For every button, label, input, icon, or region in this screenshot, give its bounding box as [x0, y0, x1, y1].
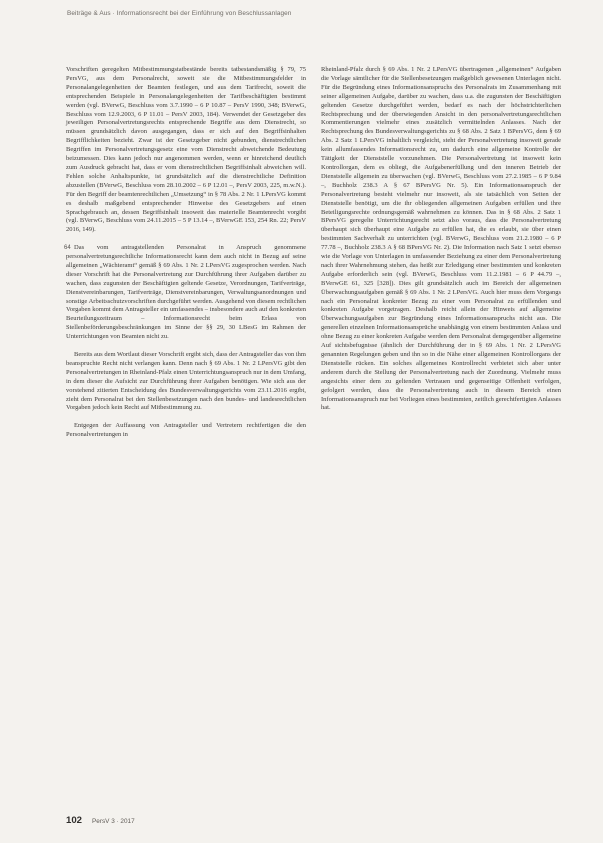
journal-reference: PersV 3 · 2017 — [92, 818, 135, 825]
right-column — [321, 66, 561, 810]
margin-number: 64 — [64, 245, 71, 252]
paragraph-text: Das vom antragstellenden Personalrat in Anspruch genommene personalvertretungsrechtliche Informationsrecht kann dem auch nicht in Bezug auf seine allgemeinen „Wächteramt“ gemäß § 69 Abs. 1 Nr. 2 LPersVG zugesprochen werden. Nach dieser Vorschrift hat die Personalvertretung zur Durchführung ihrer Aufgaben darüber zu wachen, dass zugunsten der Beschäftigten geltende Gesetze, Verordnungen, Tarifverträge, Dienstvereinbarungen, Tarifverträge, Dienstvereinbarungen, Verwaltungsanordnungen und sonstige Arbeitsschutzvorschriften durchgeführt werden. Ausgehend von diesem rechtlichen Vorgaben kommt dem Antragsteller ein umfassendes – insbesondere auch auf den konkreten Beurteilungszeitraum – Informationsrecht beim Erlass von Stellenbeförderungsbeschränkungen im Sinne der §§ 29, 30 LBesG im Rahmen der Unterrichtungen von Beamten nicht zu. — [66, 244, 307, 341]
page-footer — [66, 815, 135, 826]
paragraph: Entgegen der Auffassung von Antragsteller und Vertretern rechtfertigen die den Personalvertretungen in — [66, 422, 306, 439]
paragraph: Vorschriften geregelten Mitbestimmungstatbestände bereits tatbestandsmäßig § 79, 75 PersVG, aus dem Personalrecht, soweit sie die Mitbestimmungsfelder in Personalangelegenheiten der Beamten festlegen, und aus dem Tarifrecht, soweit die entsprechenden Beispiele in Personalangelegenheiten der Tarifbeschäftigten bestimmt werden (vgl. BVerwG, Beschluss vom 3.7.1990 – 6 P 10.87 – PersV 1990, 348; BVerwG, Beschluss vom 12.9.2003, 6 P 11.01 – PersV 2003, 184). Verwendet der Gesetzgeber des jeweiligen Personalvertretungsrechts entsprechende Begriffe aus dem Dienstrecht, so müssen grundsätzlich davon ausgegangen, dass er sich auf den Begriffsinhalten Begrifflichkeiten bezieht. Zwar ist der Gesetzgeber nicht gebunden, dienstrechtlichen Begriffen im Personalvertretungsgesetz eine vom Dienstrecht abweichende Bedeutung beizumessen. Dies kann jedoch nur angenommen werden, wenn er hinreichend deutlich zum Ausdruck gebracht hat, dass er vom dienstrechtlichen Begriffsinhalt abweichen will. Fehlen solche Anhaltspunkte, ist grundsätzlich auf die dienstrechtliche Definition abzustellen (BVerwG, Beschluss vom 28.10.2002 – 6 P 12.01 –, PersV 2003, 225, m.w.N.). Für den Begriff der beamtenrechtlichen „Umsetzung“ in § 78 Abs. 2 Nr. 1 LPersVG kommt es deshalb maßgebend entsprechender Hinweise des Gesetzgebers auf einen Sprachgebrauch an, dessen Begriffsinhalt insoweit das materielle Beamtenrecht vorgibt (vgl. BVerwG, Beschluss vom 24.11.2015 – 5 P 13.14 –, BVerwGE 153, 254 Rn. 22; PersV 2016, 149). — [66, 66, 306, 234]
page-number: 102 — [66, 815, 83, 826]
paragraph: Bereits aus dem Wortlaut dieser Vorschrift ergibt sich, dass der Antragsteller das von ihm beanspruchte Recht nicht verlangen kann. Denn nach § 69 Abs. 1 Nr. 2 LPersVG gibt den Personalvertretungen in Rheinland-Pfalz einen Unterrichtungsanspruch nur in dem Umfang, in dem dieser die Aufsicht zur Durchführung ihrer Aufgaben benötigen. Wie sich aus der vorstehend zitierten Entscheidung des Bundesverwaltungsgerichts vom 23.11.2016 ergibt, zieht dem Personalrat bei den Stellenbesetzungen nach den bundes- und landesrechtlichen Vorgaben jedoch kein Recht auf Mitbestimmung zu. — [66, 350, 306, 412]
paragraph: Rheinland-Pfalz durch § 69 Abs. 1 Nr. 2 LPersVG übertragenen „allgemeinen“ Aufgaben die Vorlage sämtlicher für die Stellenbesetzungen maßgeblich gewesenen Unterlagen nicht. Für die Begründung eines Informationsanspruchs des Personalrats im Zusammenhang mit seiner allgemeinen Aufgabe, darüber zu wachen, dass u.a. die zugunsten der Beschäftigten geltenden Gesetze durchgeführt werden, bedarf es nach der höchstrichterlichen Rechtsprechung und der überwiegenden Ansicht in den personalvertretungsrechtlichen Kommentierungen vielmehr eines zusätzlich vermittelnden Anlasses. Nach der Rechtsprechung des Bundesverwaltungsgerichts zu § 68 Abs. 2 Satz 1 BPersVG, dem § 69 Abs. 2 Satz 1 LPersVG inhaltlich vergleicht, steht der Personalvertretung insoweit gerade kein allumfassendes Informationsrecht zu, um dadurch eine allgemeine Kontrolle der Tätigkeit der Dienststelle vorzunehmen. Die Personalvertretung ist insoweit kein Kontrollorgan, dem es obliegt, die Aufgabenerfüllung und den inneren Betrieb der Dienststelle allgemein zu überwachen (vgl. BVerwG, Beschluss vom 27.2.1985 – 6 P 9.84 –, Buchholz 238.3 A § 67 BPersVG Nr. 5). Ein Informationsanspruch der Personalvertretung besteht vielmehr nur insoweit, als sie tatsächlich von Seiten der Dienststelle benötigt, um die ihr obliegenden allgemeinen Aufgaben erfüllen und ihre Beteiligungsrechte ordnungsgemäß wahrnehmen zu können. Das in § 68 Abs. 2 Satz 1 BPersVG geregelte Unterrichtungsrecht setzt also voraus, dass die Personalvertretung überhaupt sich überhaupt eine Aufgabe zu erfüllen hat, die es erlaubt, sie über einen bestimmten Sachverhalt zu unterrichten (vgl. BVerwG, Beschluss vom 21.2.1980 – 6 P 77.78 –, Buchholz 238.3 A § 68 BPersVG Nr. 2). Die Information nach Satz 1 setzt ebenso wie die Vorlage von Unterlagen in umfassender Beziehung zu einer dem Personalvertretung nach ihrer Wahrnehmung stehen, das heißt zur Erledigung einer bestimmten und konkreten Aufgabe erforderlich sein (vgl. BVerwG, Beschluss vom 11.2.1981 – 6 P 44.79 –, BVerwGE 61, 325 [328]). Dies gilt grundsätzlich auch im Bereich der allgemeinen Überwachungsaufgaben gemäß § 69 Abs. 1 Nr. 2 LPersVG. Auch hier muss dem Vorgangs nach ein Personalrat konkreter Bezug zu einer vom Personalrat zu erfüllenden und konkreten Aufgabe vorgetragen. Deshalb reicht allein der Hinweis auf allgemeine Überwachungsaufgaben zur Begründung eines Informationsanspruchs nicht aus. Die generellen einzelnen Informationsansprüche unabhängig von einem bestimmten Anlass und ohne Bezug zu einer konkreten Aufgabe werden dem Personalrat demgegenüber allgemeine Auf sichtsbefugnisse (ähnlich der Durchführung der in § 69 Abs. 1 Nr. 2 LPersVG genannten Regelungen geben und ihn so in die Nähe einer allgemeinen Kontrollorgans der Dienststelle rücken. Ein solches allgemeines Kontrollrecht verbietet sich aber unter anderem durch die Stellung der Personalvertretung nach der Zuordnung. Vielmehr muss angesichts einer dem zu geltenden Vertrauen und gegenseitige Offenheit verfolgen, gefolgert werden, dass die Personalvertretung auch in diesem Bereich einen Informationsanspruch nur bei Vorliegen eines bestimmten, zeitlich gerechtfertigten Anlasses hat. — [321, 66, 562, 412]
running-head: Beiträge & Aus · Informationsrecht bei der Einführung von Beschlussanlagen — [67, 10, 292, 17]
numbered-paragraph — [66, 244, 306, 342]
left-column — [66, 66, 306, 810]
